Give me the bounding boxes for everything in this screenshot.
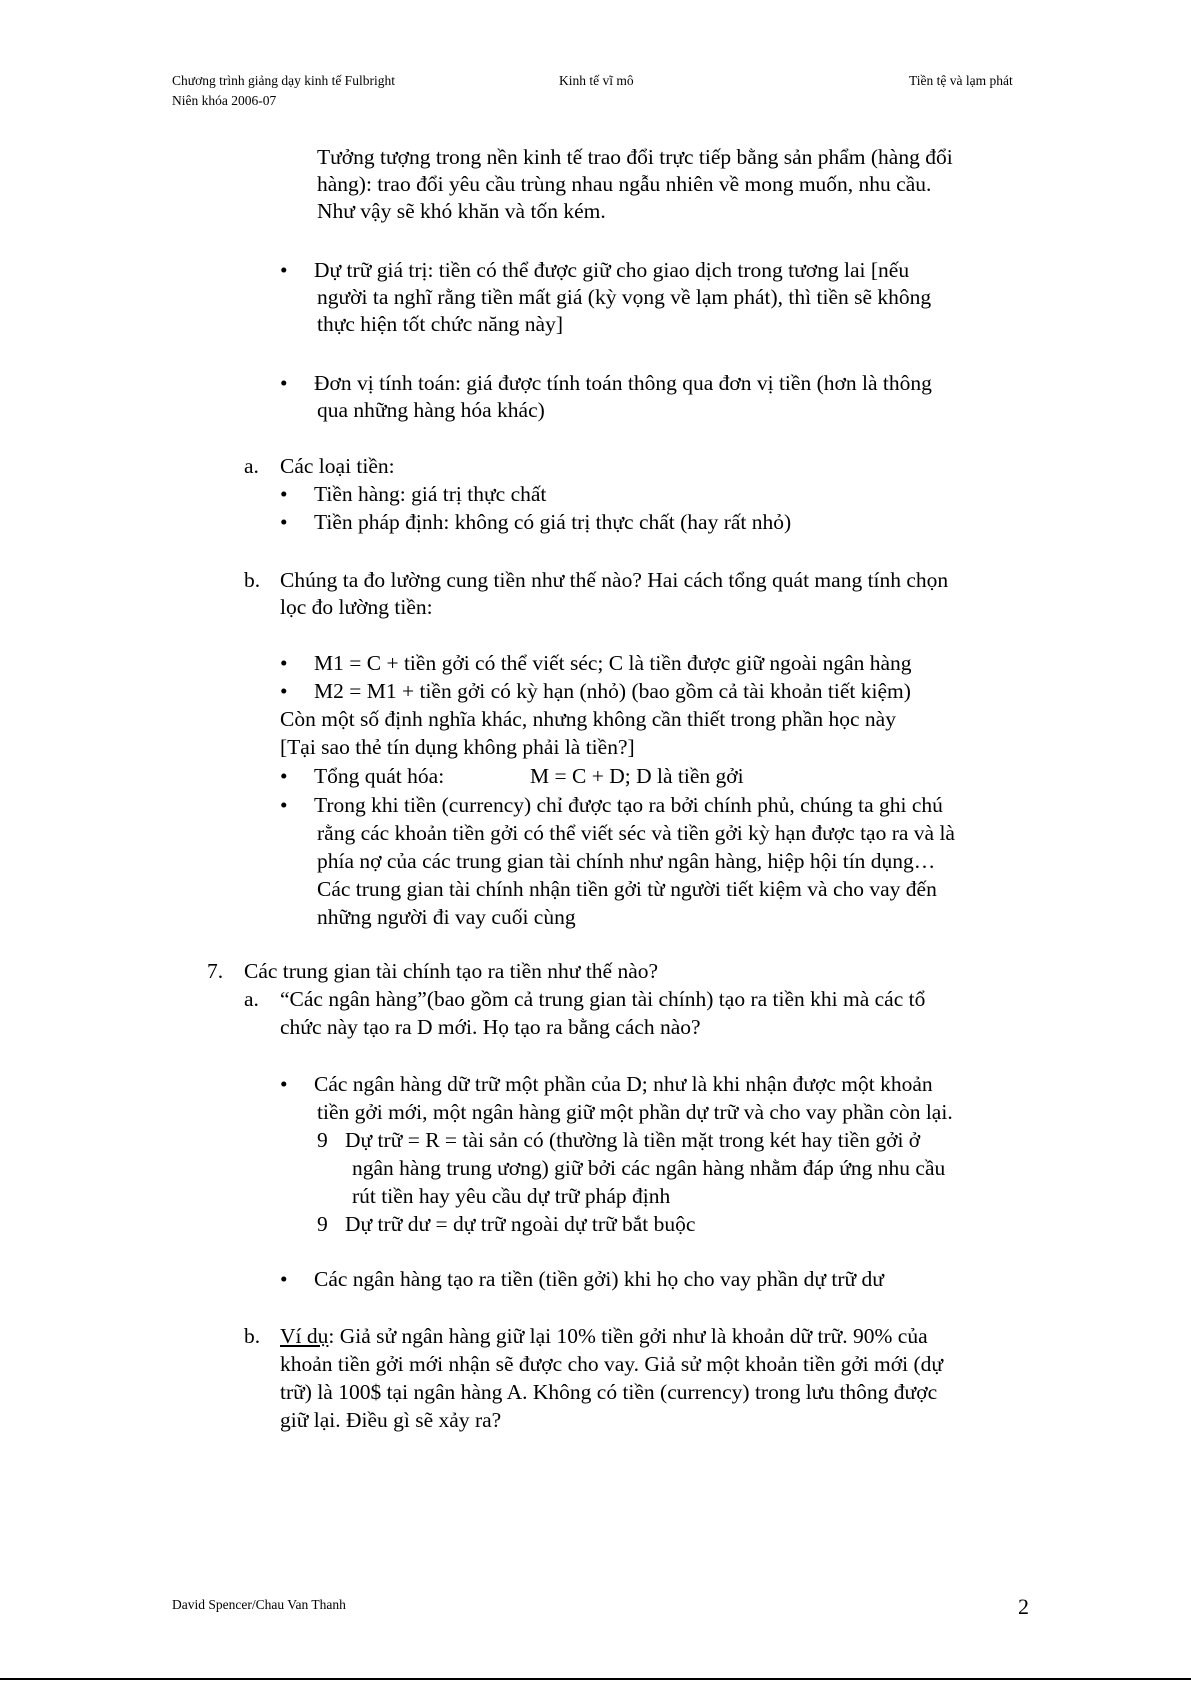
currency-line: Các trung gian tài chính nhận tiền gởi từ người tiết kiệm và cho vay đến bbox=[317, 877, 937, 901]
intro-line: Tưởng tượng trong nền kinh tế trao đổi trực tiếp bằng sản phẩm (hàng đổi bbox=[317, 145, 953, 169]
example-line: trữ) là 100$ tại ngân hàng A. Không có tiền (currency) trong lưu thông được bbox=[280, 1380, 938, 1404]
fractional-reserve-line: Các ngân hàng dữ trữ một phần của D; như là khi nhận được một khoản bbox=[314, 1072, 933, 1096]
generalization-formula: M = C + D; D là tiền gởi bbox=[530, 764, 744, 788]
unit-account-line: qua những hàng hóa khác) bbox=[317, 398, 545, 422]
sub-bullet-marker: 9 bbox=[317, 1212, 328, 1236]
bullet-marker: • bbox=[280, 679, 288, 703]
bullet-marker: • bbox=[280, 371, 288, 395]
example-line: giữ lại. Điều gì sẽ xảy ra? bbox=[280, 1408, 502, 1432]
banks-create-line: “Các ngân hàng”(bao gồm cả trung gian tài chính) tạo ra tiền khi mà các tổ bbox=[280, 987, 926, 1011]
bullet-marker: • bbox=[280, 482, 288, 506]
intro-line: hàng): trao đổi yêu cầu trùng nhau ngẫu nhiên về mong muốn, nhu cầu. bbox=[317, 172, 932, 196]
commodity-money: Tiền hàng: giá trị thực chất bbox=[314, 482, 547, 506]
section-7-title: Các trung gian tài chính tạo ra tiền như thế nào? bbox=[244, 959, 659, 983]
store-value-line: thực hiện tốt chức năng này] bbox=[317, 312, 563, 336]
m2-definition: M2 = M1 + tiền gởi có kỳ hạn (nhỏ) (bao gồm cả tài khoản tiết kiệm) bbox=[314, 679, 911, 703]
fiat-money: Tiền pháp định: không có giá trị thực chất (hay rất nhỏ) bbox=[314, 510, 792, 534]
example-label: Ví dụ bbox=[280, 1324, 329, 1348]
header-left-line2: Niên khóa 2006-07 bbox=[172, 93, 277, 108]
bullet-marker: • bbox=[280, 651, 288, 675]
list-label-7a: a. bbox=[244, 987, 259, 1011]
generalization-label: Tổng quát hóa: bbox=[314, 764, 445, 788]
example-line: khoản tiền gởi mới nhận sẽ được cho vay. Giả sử một khoản tiền gởi mới (dự bbox=[280, 1352, 944, 1376]
sub-bullet-marker: 9 bbox=[317, 1128, 328, 1152]
fractional-reserve-line: tiền gởi mới, một ngân hàng giữ một phần dự trữ và cho vay phần còn lại. bbox=[317, 1100, 953, 1124]
section-7-number: 7. bbox=[207, 959, 224, 983]
bullet-marker: • bbox=[280, 1072, 288, 1096]
page-number: 2 bbox=[1018, 1594, 1029, 1619]
header-right: Tiền tệ và lạm phát bbox=[909, 73, 1013, 88]
bottom-rule bbox=[0, 1678, 1191, 1680]
currency-line: phía nợ của các trung gian tài chính như ngân hàng, hiệp hội tín dụng… bbox=[317, 849, 936, 873]
example-first-line bbox=[280, 1323, 928, 1350]
m1-definition: M1 = C + tiền gởi có thể viết séc; C là tiền được giữ ngoài ngân hàng bbox=[314, 651, 912, 675]
header-left-line1: Chương trình giảng dạy kinh tế Fulbright bbox=[172, 73, 395, 88]
example-text: : Giả sử ngân hàng giữ lại 10% tiền gởi như là khoản dữ trữ. 90% của bbox=[328, 1324, 928, 1348]
list-label-a: a. bbox=[244, 454, 259, 478]
bullet-marker: • bbox=[280, 1267, 288, 1291]
banks-create-line: chức này tạo ra D mới. Họ tạo ra bằng cách nào? bbox=[280, 1015, 701, 1039]
currency-line: những người đi vay cuối cùng bbox=[317, 905, 576, 929]
bullet-marker: • bbox=[280, 510, 288, 534]
reserves-line: Dự trữ = R = tài sản có (thường là tiền mặt trong két hay tiền gởi ở bbox=[345, 1128, 921, 1152]
bullet-marker: • bbox=[280, 258, 288, 282]
banks-create-money: Các ngân hàng tạo ra tiền (tiền gởi) khi họ cho vay phần dự trữ dư bbox=[314, 1267, 884, 1291]
credit-card-question: [Tại sao thẻ tín dụng không phải là tiền?] bbox=[280, 735, 635, 759]
currency-line: Trong khi tiền (currency) chỉ được tạo ra bởi chính phủ, chúng ta ghi chú bbox=[314, 793, 943, 817]
reserves-line: rút tiền hay yêu cầu dự trữ pháp định bbox=[352, 1184, 671, 1208]
list-label-b: b. bbox=[244, 568, 261, 592]
bullet-marker: • bbox=[280, 793, 288, 817]
header-center: Kinh tế vĩ mô bbox=[559, 73, 634, 88]
types-of-money-heading: Các loại tiền: bbox=[280, 454, 395, 478]
list-label-7b: b. bbox=[244, 1324, 261, 1348]
footer-author: David Spencer/Chau Van Thanh bbox=[172, 1597, 346, 1612]
store-value-line: người ta nghĩ rằng tiền mất giá (kỳ vọng về lạm phát), thì tiền sẽ không bbox=[317, 285, 932, 309]
bullet-marker: • bbox=[280, 764, 288, 788]
reserves-line: ngân hàng trung ương) giữ bởi các ngân hàng nhằm đáp ứng nhu cầu bbox=[352, 1156, 946, 1180]
currency-line: rằng các khoản tiền gởi có thể viết séc và tiền gởi kỳ hạn được tạo ra và là bbox=[317, 821, 955, 845]
store-value-line: Dự trữ giá trị: tiền có thể được giữ cho giao dịch trong tương lai [nếu bbox=[314, 258, 910, 282]
excess-reserves: Dự trữ dư = dự trữ ngoài dự trữ bắt buộc bbox=[345, 1212, 696, 1236]
other-definitions: Còn một số định nghĩa khác, nhưng không cần thiết trong phần học này bbox=[280, 707, 896, 731]
money-supply-line: lọc đo lường tiền: bbox=[280, 595, 433, 619]
money-supply-line: Chúng ta đo lường cung tiền như thế nào? Hai cách tổng quát mang tính chọn bbox=[280, 568, 949, 592]
intro-line: Như vậy sẽ khó khăn và tốn kém. bbox=[317, 199, 606, 223]
unit-account-line: Đơn vị tính toán: giá được tính toán thông qua đơn vị tiền (hơn là thông bbox=[314, 371, 932, 395]
